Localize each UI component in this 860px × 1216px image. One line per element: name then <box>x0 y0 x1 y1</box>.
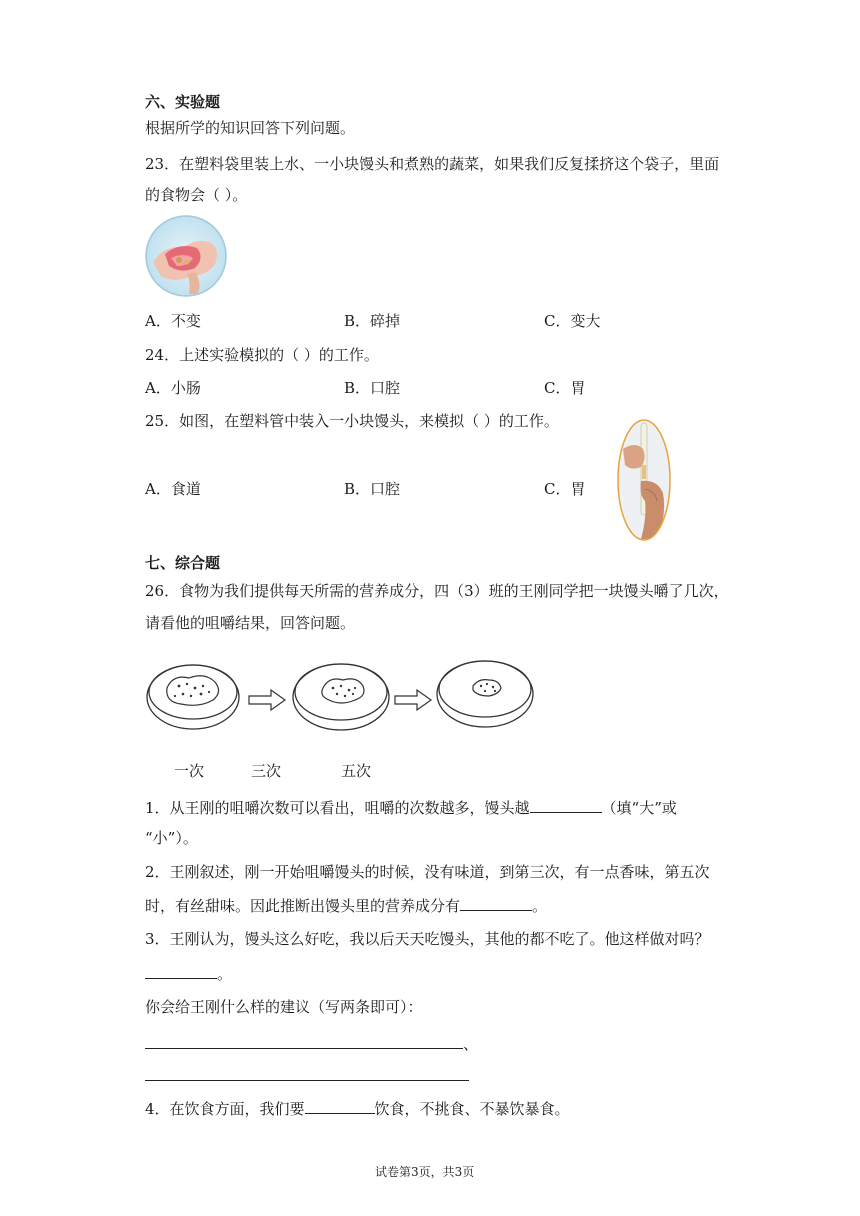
figure-label-3: 五次 <box>341 762 372 780</box>
sub3-answer-blank[interactable] <box>145 962 217 979</box>
sub1-answer-blank[interactable] <box>530 796 602 813</box>
figure-label-2: 三次 <box>251 762 282 780</box>
chewing-diagram <box>145 652 535 750</box>
q23-line1: 23．在塑料袋里装上水、一小块馒头和煮熟的蔬菜，如果我们反复揉挤这个袋子，里面 <box>145 155 720 173</box>
bread-piece-medium <box>322 679 364 703</box>
q24-option-a: A．小肠 <box>145 379 201 397</box>
advice-separator: 、 <box>463 1035 479 1053</box>
q26-line1: 26．食物为我们提供每天所需的营养成分，四（3）班的王刚同学把一块馒头嚼了几次， <box>145 582 729 600</box>
q25-photo-tube <box>617 419 671 541</box>
q25-text: 25．如图，在塑料管中装入一小块馒头，来模拟（ ）的工作。 <box>145 412 559 430</box>
q23-option-b: B．碎掉 <box>344 312 401 330</box>
sub2-text-b: 时，有丝甜味。因此推断出馒头里的营养成分有 <box>145 897 461 915</box>
bread-piece-small <box>473 680 501 696</box>
section-6-heading: 六、实验题 <box>145 93 221 111</box>
arrow-2 <box>395 690 431 710</box>
q25-option-b: B．口腔 <box>344 480 401 498</box>
sub4-answer-blank[interactable] <box>305 1097 375 1114</box>
section-6-intro: 根据所学的知识回答下列问题。 <box>145 119 356 137</box>
sub3-text-b: 。 <box>217 965 233 983</box>
sub1-text-a: 1．从王刚的咀嚼次数可以看出，咀嚼的次数越多，馒头越 <box>145 799 530 817</box>
q25-option-a: A．食道 <box>145 480 201 498</box>
sub3-line2 <box>145 962 232 984</box>
q24-option-b: B．口腔 <box>344 379 401 397</box>
sub4-text-b: 饮食，不挑食、不暴饮暴食。 <box>374 1100 570 1118</box>
sub1-line1 <box>145 796 677 818</box>
sub3-line1: 3．王刚认为，馒头这么好吃，我以后天天吃馒头，其他的都不吃了。他这样做对吗？ <box>145 930 710 948</box>
q23-option-c: C．变大 <box>544 312 601 330</box>
sub4-line <box>145 1097 570 1119</box>
arrow-1 <box>249 690 285 710</box>
q24-text: 24．上述实验模拟的（ ）的工作。 <box>145 346 379 364</box>
figure-label-1: 一次 <box>174 762 205 780</box>
q23-option-a: A．不变 <box>145 312 201 330</box>
sub2-line1: 2．王刚叙述，刚一开始咀嚼馒头的时候，没有味道，到第三次，有一点香味，第五次 <box>145 863 710 881</box>
sub1-text-c: “小”）。 <box>145 829 198 847</box>
sub2-text-c: 。 <box>532 897 548 915</box>
sub2-line2 <box>145 894 547 916</box>
sub2-answer-blank[interactable] <box>460 894 532 911</box>
advice-answer-blank-1[interactable] <box>145 1032 463 1049</box>
advice-line-1 <box>145 1032 478 1054</box>
q25-option-c: C．胃 <box>544 480 586 498</box>
q23-line2: 的食物会（ ）。 <box>145 186 248 204</box>
q23-photo-squeeze-bag <box>145 214 227 298</box>
bread-piece-large <box>167 676 219 706</box>
section-7-heading: 七、综合题 <box>145 554 221 572</box>
q24-option-c: C．胃 <box>544 379 586 397</box>
sub4-text-a: 4．在饮食方面，我们要 <box>145 1100 305 1118</box>
advice-answer-blank-2[interactable] <box>145 1079 469 1081</box>
sub1-text-b: （填“大”或 <box>601 799 677 817</box>
q26-line2: 请看他的咀嚼结果，回答问题。 <box>145 614 356 632</box>
advice-prompt: 你会给王刚什么样的建议（写两条即可）： <box>145 998 423 1016</box>
page-footer: 试卷第3页，共3页 <box>375 1165 475 1179</box>
